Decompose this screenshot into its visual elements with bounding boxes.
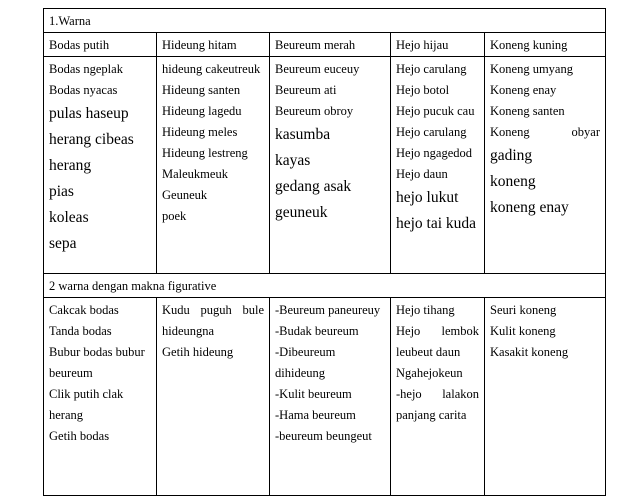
section-1-row	[44, 9, 606, 33]
cell-line: Bodas ngeplak	[49, 62, 123, 76]
cell-line: Hejo tihang	[396, 303, 455, 317]
cell-line: Bodas nyacas	[49, 83, 118, 97]
cell-line: gedang asak	[275, 178, 352, 195]
cell-line: -Kulit beureum	[275, 387, 352, 401]
cell-line: pulas haseup	[49, 105, 129, 122]
section-1-title: 1.Warna	[44, 9, 606, 33]
cell-line: Getih hideung	[162, 345, 234, 359]
cell-line: -Budak beureum	[275, 324, 359, 338]
colors-cell	[485, 57, 606, 274]
section-2-title: 2 warna dengan makna figurative	[44, 274, 606, 298]
cell-line: koneng	[490, 173, 536, 190]
cell-line: Hideung santen	[162, 83, 241, 97]
header-cell: Hideung hitam	[157, 33, 270, 57]
cell-line: Kasakit koneng	[490, 345, 569, 359]
cell-line: Hejo botol	[396, 83, 450, 97]
cell-line: Tanda bodas	[49, 324, 112, 338]
color-table	[43, 8, 606, 496]
cell-line: Hejo pucuk cau	[396, 104, 475, 118]
cell-line: kayas	[275, 152, 311, 169]
cell-line: pias	[49, 183, 74, 200]
cell-line: hideungna	[162, 324, 215, 338]
cell-line: -beureum beungeut	[275, 429, 372, 443]
cell-line: Maleukmeuk	[162, 167, 228, 181]
cell-line: -Hama beureum	[275, 408, 356, 422]
figurative-cell	[270, 298, 391, 496]
cell-line: hejo lukut	[396, 189, 459, 206]
cell-line: Koneng santen	[490, 104, 565, 118]
cell-line: Clik putih clak	[49, 387, 124, 401]
cell-line: Hejo carulang	[396, 62, 467, 76]
cell-line: Cakcak bodas	[49, 303, 119, 317]
cell-line: koneng enay	[490, 199, 569, 216]
cell-line: herang cibeas	[49, 131, 134, 148]
header-cell: Bodas putih	[44, 33, 157, 57]
cell-line: Geuneuk	[162, 188, 208, 202]
colors-cell	[391, 57, 485, 274]
cell-line: Hideung lagedu	[162, 104, 242, 118]
cell-line: Beureum obroy	[275, 104, 354, 118]
cell-line: -Beureum paneureuy	[275, 303, 381, 317]
cell-line: Hideung meles	[162, 125, 238, 139]
cell-line: Hejo lembok	[396, 324, 479, 338]
cell-line: herang	[49, 408, 84, 422]
colors-cell	[270, 57, 391, 274]
cell-line: Beureum euceuy	[275, 62, 360, 76]
figurative-cell	[44, 298, 157, 496]
cell-line: beureum	[49, 366, 93, 380]
cell-line: Koneng umyang	[490, 62, 573, 76]
colors-cell	[44, 57, 157, 274]
cell-line: -Dibeureum	[275, 345, 336, 359]
figurative-cell	[391, 298, 485, 496]
cell-line: Seuri koneng	[490, 303, 557, 317]
header-cell: Hejo hijau	[391, 33, 485, 57]
figurative-cell	[485, 298, 606, 496]
header-cell: Koneng kuning	[485, 33, 606, 57]
cell-line: Koneng enay	[490, 83, 557, 97]
cell-line: herang	[49, 157, 92, 174]
cell-line: Hejo ngagedod	[396, 146, 473, 160]
cell-line: panjang carita	[396, 408, 467, 422]
cell-line: Koneng obyar	[490, 125, 601, 139]
cell-line: hideung cakeutreuk	[162, 62, 261, 76]
cell-line: Kudu puguh bule	[162, 303, 264, 317]
colors-cell	[157, 57, 270, 274]
colors-row	[44, 57, 606, 274]
header-cell: Beureum merah	[270, 33, 391, 57]
cell-line: Beureum ati	[275, 83, 337, 97]
cell-line: Hejo daun	[396, 167, 448, 181]
section-2-row	[44, 274, 606, 298]
cell-line: kasumba	[275, 126, 331, 143]
cell-line: sepa	[49, 235, 77, 252]
cell-line: geuneuk	[275, 204, 328, 221]
cell-line: poek	[162, 209, 187, 223]
cell-line: Bubur bodas bubur	[49, 345, 145, 359]
cell-line: Getih bodas	[49, 429, 110, 443]
cell-line: Hejo carulang	[396, 125, 467, 139]
cell-line: Kulit koneng	[490, 324, 556, 338]
cell-line: Hideung lestreng	[162, 146, 248, 160]
cell-line: dihideung	[275, 366, 325, 380]
figurative-row	[44, 298, 606, 496]
cell-line: koleas	[49, 209, 89, 226]
figurative-cell	[157, 298, 270, 496]
cell-line: hejo tai kuda	[396, 215, 477, 232]
cell-line: leubeut daun	[396, 345, 461, 359]
cell-line: Ngahejokeun	[396, 366, 463, 380]
cell-line: -hejo lalakon	[396, 387, 479, 401]
header-row	[44, 33, 606, 57]
cell-line: gading	[490, 147, 533, 164]
